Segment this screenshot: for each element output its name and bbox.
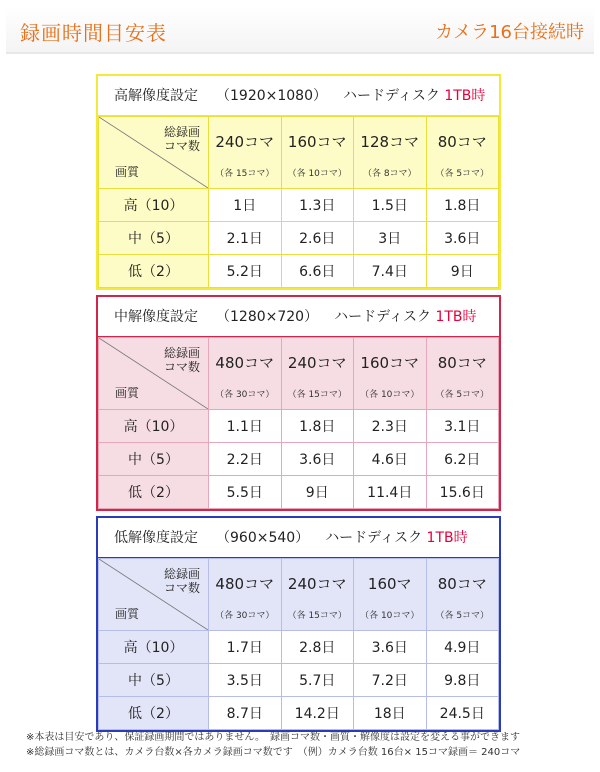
resolution-label: （960×540） [216,530,310,546]
capacity-label: 1TB時 [444,88,486,104]
recording-days-cell: 6.6日 [281,255,354,288]
recording-days-cell: 1.7日 [209,631,282,664]
quality-row-header: 低（2） [99,697,209,730]
frame-column-header [354,338,427,410]
setting-name: 高解像度設定 [114,88,198,104]
table-row [99,631,499,664]
recording-days-cell: 1.8日 [426,189,499,222]
frames-per-camera: （各 10コマ） [360,610,420,621]
recording-days-cell: 1.8日 [281,410,354,443]
quality-label: 画質 [115,165,140,179]
recording-time-table [98,558,499,730]
quality-label: 画質 [115,607,140,621]
frames-per-camera: （各 15コマ） [287,610,347,621]
recording-days-cell: 5.5日 [209,476,282,509]
setting-name: 低解像度設定 [114,530,198,546]
quality-row-header: 高（10） [99,189,209,222]
frame-count: 80コマ [437,353,487,372]
recording-days-cell: 2.8日 [281,631,354,664]
table-caption [98,518,499,558]
recording-days-cell: 15.6日 [426,476,499,509]
recording-days-cell: 3.6日 [354,631,427,664]
mid-resolution-table [96,295,501,511]
page-header [6,6,594,54]
frames-per-camera: （各 8コマ） [362,168,417,179]
recording-days-cell: 3.6日 [426,222,499,255]
frames-per-camera: （各 15コマ） [287,389,347,400]
recording-days-cell: 14.2日 [281,697,354,730]
recording-days-cell: 4.6日 [354,443,427,476]
frame-column-header [354,117,427,189]
hdd-label: ハードディスク [334,309,431,325]
recording-days-cell: 9日 [426,255,499,288]
capacity-label: 1TB時 [435,309,477,325]
high-resolution-table [96,74,501,290]
frame-count: 480コマ [215,574,275,593]
table-row [99,410,499,443]
table-row [99,664,499,697]
frame-column-header [281,559,354,631]
frame-column-header [209,338,282,410]
table-row [99,476,499,509]
recording-days-cell: 18日 [354,697,427,730]
page-subtitle: カメラ16台接続時 [435,22,584,43]
frames-per-camera: （各 30コマ） [215,610,275,621]
recording-days-cell: 1.3日 [281,189,354,222]
resolution-label: （1280×720） [216,309,319,325]
recording-time-table [98,116,499,288]
diagonal-header-cell [99,117,209,189]
frame-count: 240コマ [287,353,347,372]
frame-count: 240コマ [287,574,347,593]
frame-column-header [281,117,354,189]
frames-per-camera: （各 10コマ） [360,389,420,400]
table-row [99,255,499,288]
frame-count: 160マ [367,574,412,593]
frame-column-header [281,338,354,410]
quality-row-header: 高（10） [99,631,209,664]
recording-days-cell: 8.7日 [209,697,282,730]
table-header-row [99,338,499,410]
hdd-label: ハードディスク [343,88,440,104]
total-frames-label: 総録画 コマ数 [163,346,200,374]
recording-days-cell: 24.5日 [426,697,499,730]
frame-count: 160コマ [360,353,420,372]
table-caption [98,76,499,116]
diagonal-header-cell [99,559,209,631]
recording-days-cell: 3.5日 [209,664,282,697]
recording-days-cell: 5.7日 [281,664,354,697]
recording-days-cell: 2.1日 [209,222,282,255]
frames-per-camera: （各 5コマ） [435,610,490,621]
total-frames-label: 総録画 コマ数 [163,567,200,595]
recording-days-cell: 1.1日 [209,410,282,443]
frame-column-header [426,559,499,631]
table-row [99,697,499,730]
table-row [99,222,499,255]
recording-days-cell: 1.5日 [354,189,427,222]
recording-days-cell: 1日 [209,189,282,222]
frame-count: 480コマ [215,353,275,372]
recording-days-cell: 7.2日 [354,664,427,697]
frames-per-camera: （各 5コマ） [435,168,490,179]
frame-count: 240コマ [215,132,275,151]
frame-count: 160コマ [287,132,347,151]
frame-count: 80コマ [437,132,487,151]
total-frames-label: 総録画 コマ数 [163,125,200,153]
table-caption [98,297,499,337]
diagonal-header-cell [99,338,209,410]
frame-count: 128コマ [360,132,420,151]
quality-row-header: 低（2） [99,255,209,288]
frame-column-header [426,117,499,189]
recording-days-cell: 2.6日 [281,222,354,255]
recording-days-cell: 9日 [281,476,354,509]
recording-days-cell: 2.3日 [354,410,427,443]
hdd-label: ハードディスク [325,530,423,546]
recording-days-cell: 3日 [354,222,427,255]
table-header-row [99,559,499,631]
frames-per-camera: （各 30コマ） [215,389,275,400]
resolution-label: （1920×1080） [216,88,327,104]
table-header-row [99,117,499,189]
table-row [99,443,499,476]
frame-count: 80コマ [437,574,487,593]
recording-days-cell: 7.4日 [354,255,427,288]
recording-days-cell: 3.6日 [281,443,354,476]
footer-notes [26,730,520,760]
recording-days-cell: 5.2日 [209,255,282,288]
frames-per-camera: （各 15コマ） [215,168,275,179]
frames-per-camera: （各 5コマ） [435,389,490,400]
recording-days-cell: 6.2日 [426,443,499,476]
page-title: 録画時間目安表 [20,21,167,45]
table-row [99,189,499,222]
recording-days-cell: 9.8日 [426,664,499,697]
frames-per-camera: （各 10コマ） [287,168,347,179]
recording-days-cell: 2.2日 [209,443,282,476]
quality-row-header: 中（5） [99,443,209,476]
recording-days-cell: 4.9日 [426,631,499,664]
quality-label: 画質 [115,386,140,400]
low-resolution-table [96,516,501,732]
quality-row-header: 中（5） [99,222,209,255]
frame-column-header [426,338,499,410]
quality-row-header: 中（5） [99,664,209,697]
setting-name: 中解像度設定 [114,309,198,325]
capacity-label: 1TB時 [426,530,468,546]
frame-column-header [209,559,282,631]
footer-note: ※総録画コマ数とは、カメラ台数×各カメラ録画コマ数です （例）カメラ台数 16台× 15コマ録画＝ 240コマ [26,747,521,758]
recording-days-cell: 11.4日 [354,476,427,509]
footer-note: ※本表は目安であり、保証録画期間ではありません。 録画コマ数・画質・解像度は設定を変える事ができます [26,732,520,743]
frame-column-header [354,559,427,631]
frame-column-header [209,117,282,189]
recording-time-table [98,337,499,509]
quality-row-header: 高（10） [99,410,209,443]
recording-days-cell: 3.1日 [426,410,499,443]
quality-row-header: 低（2） [99,476,209,509]
